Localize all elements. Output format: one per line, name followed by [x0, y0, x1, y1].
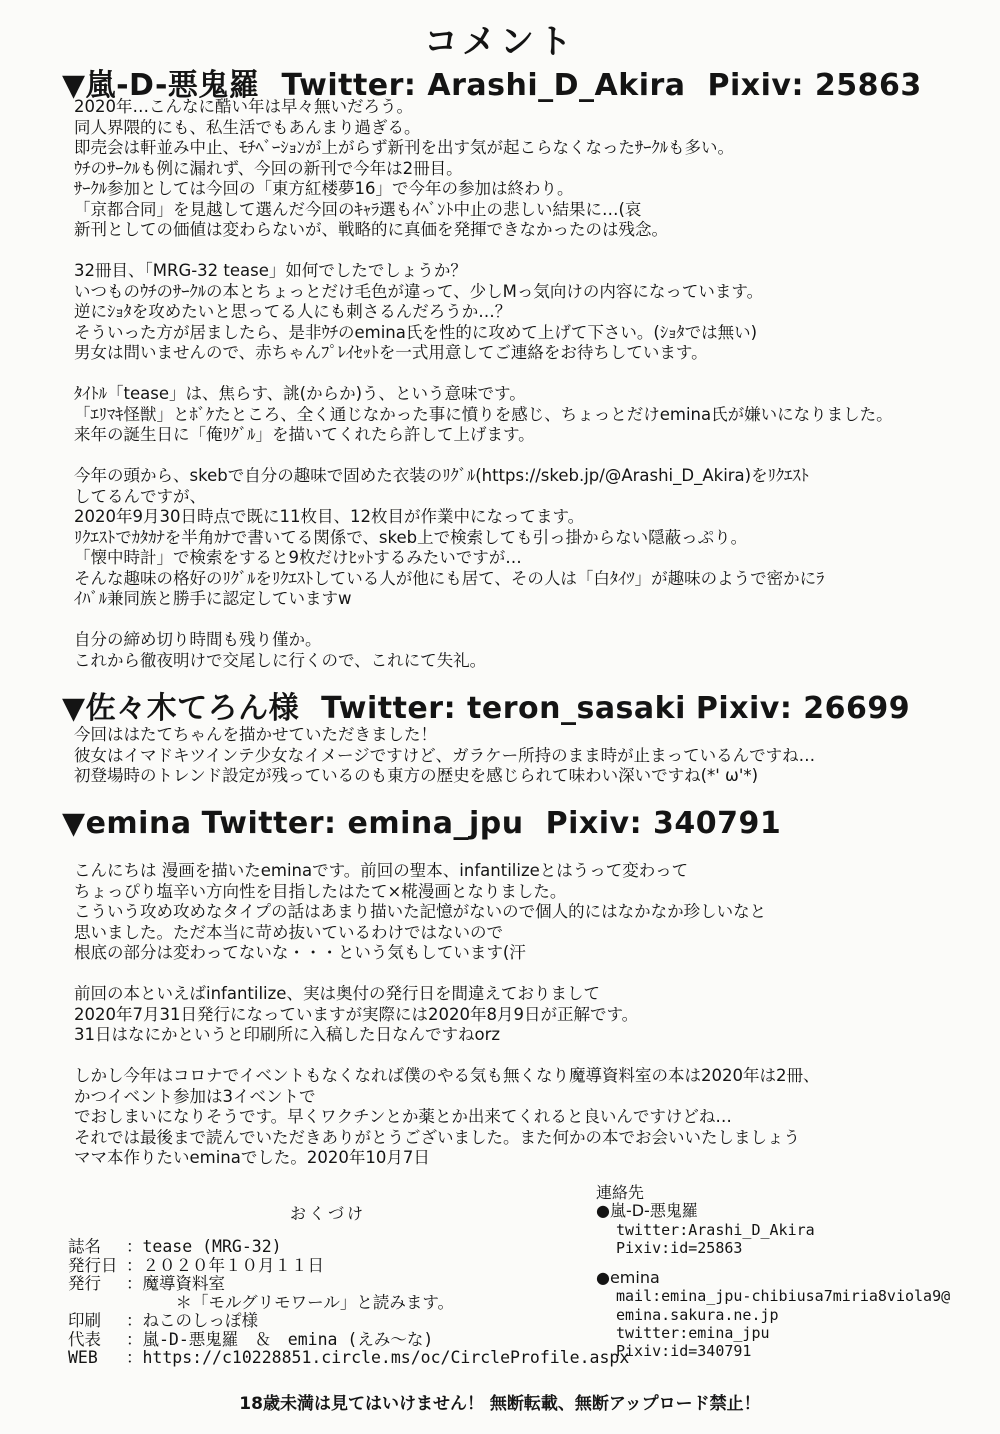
comment-teron: [74, 725, 815, 787]
author-twitter: Twitter: Arashi_D_Akira: [281, 68, 686, 103]
paragraph-break: [74, 446, 893, 467]
contact-twitter-arashi: twitter:Arashi_D_Akira: [616, 1220, 815, 1239]
colophon-key: 誌名: [68, 1237, 101, 1256]
paragraph-break: [74, 1046, 820, 1067]
colophon-title: おくづけ: [290, 1204, 367, 1223]
author-name: ▼佐々木てろん様: [62, 691, 300, 726]
colophon-key: WEB: [68, 1348, 98, 1367]
comment-line: 2020年7月31日発行になっていますが実際には2020年8月9日が正解です。: [74, 1004, 639, 1024]
comment-line: こんにちは 漫画を描いたeminaです。前回の聖本、infantilizeとはうって変わって: [74, 861, 689, 880]
comment-line: ｻｰｸﾙ参加としては今回の「東方紅楼夢16」で今年の参加は終わり。: [74, 179, 574, 198]
colophon-row: [68, 1312, 629, 1331]
comment-line: そんな趣味の格好のﾘｸﾞﾙをﾘｸｴｽﾄしている人が他にも居て、その人は「白ﾀｲﾂ」が趣味のようで密かにﾗ: [74, 568, 825, 588]
page-title: コメント: [424, 22, 576, 62]
contact-title: 連絡先: [596, 1183, 645, 1202]
colophon-value: ：https://c10228851.circle.ms/oc/CircleProfile.aspx: [126, 1348, 630, 1367]
comment-line: 思いました。ただ本当に苛め抜いているわけではないので: [74, 922, 503, 942]
comment-line: 「ｴﾘﾏｷ怪獣」とﾎﾞｹたところ、全く通じなかった事に憤りを感じ、ちょっとだけemina氏が嫌いになりました。: [74, 404, 893, 424]
colophon-key: 発行日: [68, 1255, 118, 1275]
paragraph-break: [74, 964, 820, 985]
comment-line: ちょっぴり塩辛い方向性を目指したはたて×椛漫画となりました。: [74, 881, 567, 901]
colophon-row: [68, 1349, 629, 1368]
comment-line: 2020年…こんなに酷い年は早々無いだろう。: [74, 97, 413, 116]
colophon-key: [68, 1294, 126, 1313]
colophon-row: [68, 1238, 629, 1257]
comment-line: 同人界隈的にも、私生活でもあんまり過ぎる。: [74, 117, 421, 137]
paragraph-break: [74, 241, 893, 262]
contact-twitter-emina: twitter:emina_jpu: [616, 1324, 770, 1343]
comment-line: 32冊目、「MRG-32 tease」如何でしたでしょうか？: [74, 261, 467, 280]
colophon-key: 代表: [68, 1329, 101, 1349]
age-warning: 18歳未満は見てはいけません！ 無断転載、無断アップロード禁止！: [239, 1394, 761, 1414]
comment-line: こういう攻め攻めなタイプの話はあまり描いた記憶がないので個人的にはなかなか珍しいなと: [74, 902, 767, 921]
author-twitter: Twitter: emina_jpu: [201, 806, 524, 841]
colophon-value: ：ねこのしっぽ様: [126, 1311, 258, 1330]
comment-line: それでは最後まで読んでいただきありがとうございました。また何かの本でお会いいたしましょう: [74, 1127, 800, 1147]
comment-line: してるんですが、: [74, 486, 206, 506]
author-name: ▼嵐-D-悪鬼羅: [62, 68, 260, 103]
comment-line: 根底の部分は変わってないな・・・という気もしています(汗: [74, 943, 526, 962]
contact-mail-emina-cont: emina.sakura.ne.jp: [616, 1305, 779, 1324]
contact-pixiv-emina: Pixiv:id=340791: [616, 1342, 752, 1361]
comment-line: かつイベント参加は3イベントで: [74, 1086, 316, 1106]
paragraph-break: [74, 610, 893, 631]
comment-line: 逆にｼｮﾀを攻めたいと思ってる人にも刺さるんだろうか…？: [74, 302, 512, 321]
comment-line: 「懐中時計」で検索をすると9枚だけﾋｯﾄするみたいですが…: [74, 548, 522, 567]
colophon-value: ：tease (MRG-32): [126, 1237, 282, 1256]
comment-line: ﾘｸｴｽﾄでｶﾀｶﾅを半角ｶﾅで書いてる関係で、skeb上で検索しても引っ掛からない隠蔽っぷり。: [74, 527, 748, 547]
author-pixiv: Pixiv: 25863: [707, 68, 922, 103]
comment-arashi: [74, 97, 893, 671]
comment-line: 新刊としての価値は変わらないが、戦略的に真価を発揮できなかったのは残念。: [74, 220, 668, 239]
comment-line: ｲﾊﾞﾙ兼同族と勝手に認定していますw: [74, 589, 352, 608]
section-heading-emina: [62, 806, 781, 841]
comment-line: 前回の本といえばinfantilize、実は奥付の発行日を間違えておりまして: [74, 984, 600, 1003]
comment-line: ｳﾁのｻｰｸﾙも例に漏れず、今回の新刊で今年は2冊目。: [74, 158, 463, 178]
comment-line: でおしまいになりそうです。早くワクチンとか薬とか出来てくれると良いんですけどね…: [74, 1107, 732, 1126]
author-pixiv: Pixiv: 340791: [545, 806, 782, 841]
colophon-row: [68, 1331, 629, 1350]
contact-pixiv-arashi: Pixiv:id=25863: [616, 1238, 743, 1257]
comment-line: 即売会は軒並み中止、ﾓﾁﾍﾞｰｼｮﾝが上がらず新刊を出す気が起こらなくなったｻｰｸﾙも多い。: [74, 138, 734, 157]
colophon-row: [68, 1257, 629, 1276]
contact-name-emina: ●emina: [596, 1268, 660, 1288]
comment-line: いつものｳﾁのｻｰｸﾙの本とちょっとだけ毛色が違って、少しMっ気向けの内容になっています。: [74, 281, 764, 301]
colophon-value: ：魔導資料室: [126, 1274, 225, 1293]
colophon-value: ：嵐-D-悪鬼羅 ＆ emina (えみ～な): [126, 1329, 434, 1349]
contact-name-arashi: ●嵐-D-悪鬼羅: [596, 1201, 698, 1221]
author-twitter: Twitter: teron_sasaki: [321, 691, 686, 726]
author-name: ▼emina: [62, 806, 192, 841]
comment-line: 初登場時のトレンド設定が残っているのも東方の歴史を感じられて味わい深いですね(*' ω'*): [74, 766, 759, 785]
colophon-key: 発行: [68, 1274, 101, 1293]
comment-line: 男女は問いませんので、赤ちゃんﾌﾟﾚｲｾｯﾄを一式用意してご連絡をお待ちしています。: [74, 343, 708, 362]
comment-line: 自分の締め切り時間も残り僅か。: [74, 630, 322, 649]
colophon-row: [68, 1294, 629, 1313]
colophon-value: ：２０２０年１０月１１日: [126, 1255, 324, 1275]
contact-mail-emina: mail:emina_jpu-chibiusa7miria8viola9@: [616, 1287, 951, 1306]
comment-line: 今年の頭から、skebで自分の趣味で固めた衣装のﾘｸﾞﾙ(https://skeb.jp/@Arashi_D_Akira)をﾘｸｴｽﾄ: [74, 466, 809, 485]
author-pixiv: Pixiv: 26699: [695, 691, 911, 726]
comment-line: ﾀｲﾄﾙ「tease」は、焦らす、誂(からか)う、という意味です。: [74, 384, 526, 403]
comment-line: しかし今年はコロナでイベントもなくなれば僕のやる気も無くなり魔導資料室の本は2020年は2冊、: [74, 1066, 820, 1085]
comment-line: ママ本作りたいeminaでした。2020年10月7日: [74, 1148, 430, 1167]
comment-line: 2020年9月30日時点で既に11枚目、12枚目が作業中になってます。: [74, 507, 585, 526]
paragraph-break: [74, 364, 893, 385]
comment-line: 来年の誕生日に「俺ﾘｸﾞﾙ」を描いてくれたら許して上げます。: [74, 425, 535, 444]
comment-line: 今回ははたてちゃんを描かせていただきました！: [74, 725, 437, 744]
contact-block: [596, 1184, 950, 1361]
comment-line: 彼女はイマドキツインテ少女なイメージですけど、ガラケー所持のまま時が止まっているんですね…: [74, 745, 816, 765]
comment-emina: [74, 861, 820, 1169]
section-heading-teron: [62, 683, 910, 727]
colophon-value: ＊「モルグリモワール」と読みます。: [126, 1292, 455, 1312]
comment-line: これから徹夜明けで交尾しに行くので、これにて失礼。: [74, 650, 487, 670]
comment-line: 「京都合同」を見越して選んだ今回のｷｬﾗ選もｲﾍﾞﾝﾄ中止の悲しい結果に…(哀: [74, 199, 642, 219]
colophon: [68, 1238, 629, 1368]
comment-line: 31日はなにかというと印刷所に入稿した日なんですねorz: [74, 1025, 501, 1044]
colophon-key: 印刷: [68, 1311, 101, 1330]
comment-line: そういった方が居ましたら、是非ｳﾁのemina氏を性的に攻めて上げて下さい。(ｼｮﾀでは無い): [74, 322, 758, 342]
colophon-row: [68, 1275, 629, 1294]
